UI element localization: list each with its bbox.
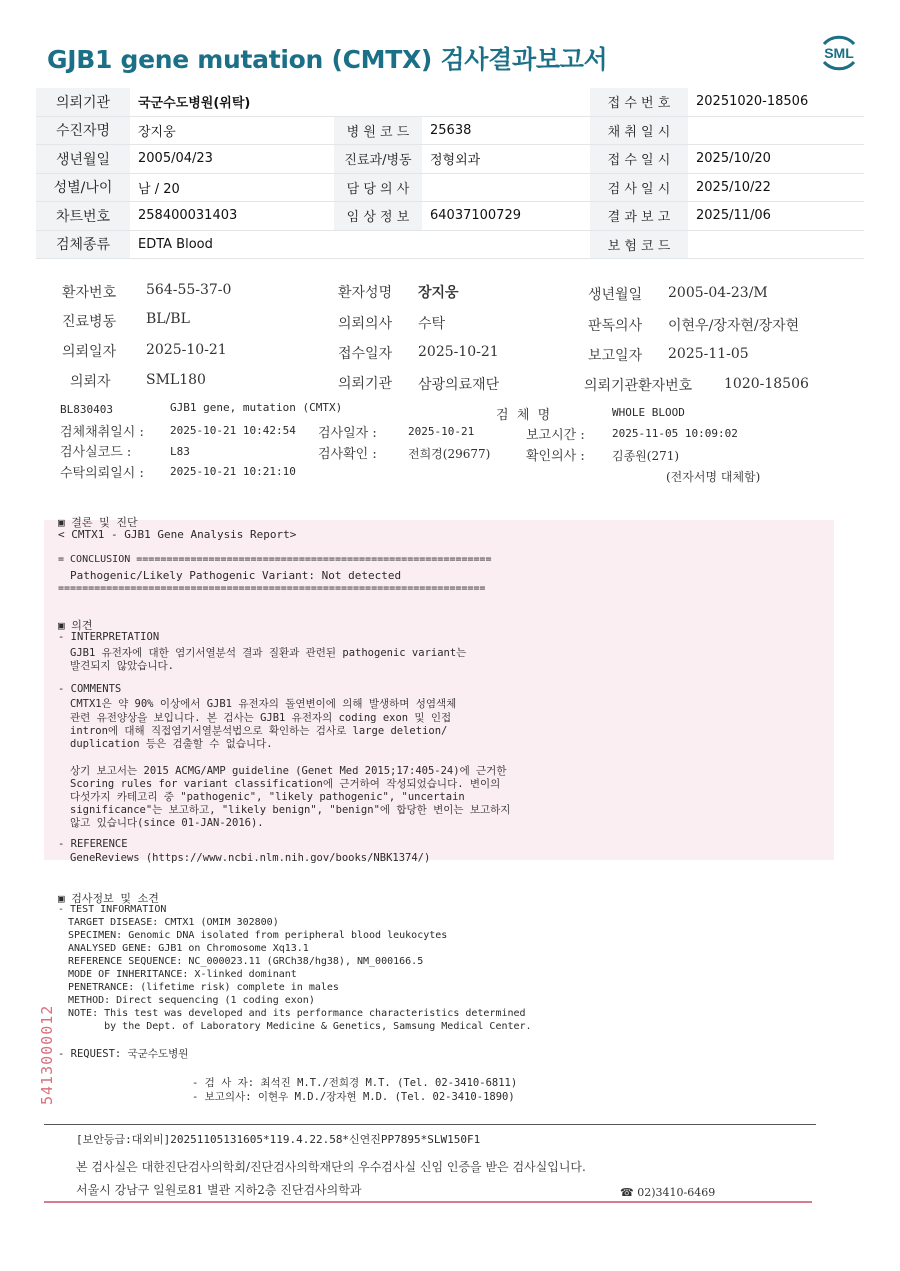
label: 수탁의뢰일시 : (60, 466, 144, 481)
value: 64037100729 (422, 202, 590, 231)
phone: ☎ 02)3410-6469 (620, 1186, 716, 1199)
value: 장지웅 (130, 116, 334, 145)
label: 차트번호 (36, 202, 130, 231)
divider (44, 1124, 816, 1125)
label: 보 험 코 드 (590, 230, 688, 259)
conclusion-rule: ======================================================================= (58, 583, 486, 594)
text-line: by the Dept. of Laboratory Medicine & Genetics, Samsung Medical Center. (68, 1021, 532, 1032)
divider (44, 1201, 812, 1203)
request-info-table (36, 88, 864, 259)
text-line: 관련 유전양상을 보입니다. 본 검사는 GJB1 유전자의 coding exon 및 인접 (70, 712, 452, 724)
value: SML180 (146, 372, 206, 388)
label: 진료병동 (62, 314, 117, 330)
request-line: - REQUEST: 국군수도병원 (58, 1048, 189, 1060)
text-line: 상기 보고서는 2015 ACMG/AMP guideline (Genet Med 2015;17:405-24)에 근거한 (70, 765, 507, 777)
report-title: GJB1 gene mutation (CMTX) 검사결과보고서 (47, 45, 608, 74)
label: 채 취 일 시 (590, 116, 688, 145)
value (688, 230, 864, 259)
value: 삼광의료재단 (418, 377, 500, 393)
label: 생년월일 (36, 145, 130, 174)
label: 의뢰기관 (338, 376, 393, 392)
label: 의뢰의사 (338, 316, 393, 332)
value: 2025-10-21 (146, 342, 227, 358)
label: 병 원 코 드 (334, 116, 422, 145)
table-row (36, 202, 864, 231)
text-line: significance"는 보고하고, "likely benign", "benign"에 합당한 변이는 보고하지 (70, 804, 511, 816)
table-row (36, 230, 864, 259)
value: 2025-10-21 (418, 344, 499, 360)
test-code: BL830403 (60, 403, 113, 416)
value (688, 116, 864, 145)
label: 수진자명 (36, 116, 130, 145)
comments-header: - COMMENTS (58, 683, 122, 695)
security-line: [보안등급:대외비]20251105131605*119.4.22.58*신연진PP7895*SLW150F1 (76, 1133, 481, 1146)
label: 접수일자 (338, 346, 393, 362)
text-line: Scoring rules for variant classification에 근거하여 작성되었습니다. 변이의 (70, 778, 501, 790)
address: 서울시 강남구 일원로81 별관 지하2층 진단검사의학과 (76, 1183, 362, 1197)
text-line: SPECIMEN: Genomic DNA isolated from peripheral blood leukocytes (68, 930, 448, 941)
label: 검 체 명 (496, 408, 551, 423)
reference-link: GeneReviews (https://www.ncbi.nlm.nih.gov/books/NBK1374/) (70, 852, 431, 864)
value: 정형외과 (422, 145, 590, 174)
label: 의뢰자 (70, 374, 111, 390)
value: 2025/10/22 (688, 173, 864, 202)
text-line: 다섯가지 카테고리 중 "pathogenic", "likely pathogenic", "uncertain (70, 791, 465, 803)
value: 25638 (422, 116, 590, 145)
text-line: MODE OF INHERITANCE: X-linked dominant (68, 969, 297, 980)
value: 수탁 (418, 316, 446, 332)
text-line: 않고 있습니다(since 01-JAN-2016). (70, 817, 264, 829)
value: 이현우/장자현/장자현 (668, 318, 800, 334)
value: 2025-10-21 10:42:54 (170, 424, 296, 437)
label: 결 과 보 고 (590, 202, 688, 231)
label: 성별/나이 (36, 173, 130, 202)
value: 국군수도병원(위탁) (130, 88, 590, 116)
tester-signature: - 검 사 자: 최석진 M.T./전희경 M.T. (Tel. 02-3410-6811) (192, 1077, 518, 1089)
value: BL/BL (146, 311, 190, 327)
label: 검사확인 : (318, 447, 377, 462)
label: 검사실코드 : (60, 445, 132, 460)
label: 보고일자 (588, 348, 643, 364)
test-name: GJB1 gene, mutation (CMTX) (170, 401, 343, 414)
text-line: METHOD: Direct sequencing (1 coding exon) (68, 995, 315, 1006)
label: 판독의사 (588, 318, 643, 334)
section-title: ▣ 의견 (58, 619, 93, 632)
text-line: GJB1 유전자에 대한 염기서열분석 결과 질환과 관련된 pathogenic variant는 (70, 647, 467, 659)
table-row (36, 173, 864, 202)
label: 접 수 번 호 (590, 88, 688, 116)
side-serial-number: 5413000012 (38, 1004, 56, 1105)
value: 남 / 20 (130, 173, 334, 202)
report-subtitle: < CMTX1 - GJB1 Gene Analysis Report> (58, 528, 297, 541)
label: 검체채취일시 : (60, 425, 144, 440)
value: EDTA Blood (130, 230, 590, 259)
value: 2005-04-23/M (668, 285, 768, 301)
label: 의뢰기관 (36, 88, 130, 116)
label: 의뢰기관환자번호 (584, 378, 693, 394)
value: 20251020-18506 (688, 88, 864, 116)
table-row (36, 88, 864, 116)
interpretation-header: - INTERPRETATION (58, 631, 160, 643)
text-line: REFERENCE SEQUENCE: NC_000023.11 (GRCh38/hg38), NM_000166.5 (68, 956, 424, 967)
label: 접 수 일 시 (590, 145, 688, 174)
e-signature-note: (전자서명 대체함) (666, 470, 761, 484)
table-row (36, 145, 864, 174)
test-info-header: - TEST INFORMATION (58, 904, 167, 915)
table-row (36, 116, 864, 145)
value: 2025/11/06 (688, 202, 864, 231)
value: 2025-10-21 (408, 425, 475, 438)
label: 검 사 일 시 (590, 173, 688, 202)
logo-text: SML (824, 45, 854, 61)
value: 장지웅 (418, 285, 459, 301)
text-line: ANALYSED GENE: GJB1 on Chromosome Xq13.1 (68, 943, 309, 954)
text-line: TARGET DISEASE: CMTX1 (OMIM 302800) (68, 917, 279, 928)
value: 258400031403 (130, 202, 334, 231)
text-line: intron에 대해 직접염기서열분석법으로 확인하는 검사로 large deletion/ (70, 725, 448, 737)
value: L83 (170, 445, 190, 458)
conclusion-header: = CONCLUSION =========================================================== (58, 554, 492, 565)
value: 김종원(271) (612, 449, 680, 463)
section-title: ▣ 결론 및 진단 (58, 516, 138, 529)
label: 의뢰일자 (62, 344, 117, 360)
label: 검사일자 : (318, 426, 377, 441)
value: 2025-11-05 (668, 346, 749, 362)
doctor-signature: - 보고의사: 이현우 M.D./장자현 M.D. (Tel. 02-3410-1890) (192, 1091, 515, 1103)
sml-logo (816, 30, 862, 76)
text-line: 발견되지 않았습니다. (70, 660, 174, 672)
conclusion: Pathogenic/Likely Pathogenic Variant: Not detected (70, 569, 402, 582)
label: 생년월일 (588, 287, 643, 303)
value: 전희경(29677) (408, 447, 491, 461)
value: WHOLE BLOOD (612, 406, 685, 419)
label: 환자성명 (338, 285, 393, 301)
text-line: CMTX1은 약 90% 이상에서 GJB1 유전자의 돌연변이에 의해 발생하며 성염색체 (70, 698, 457, 710)
value: 1020-18506 (724, 376, 809, 392)
value: 2025-10-21 10:21:10 (170, 465, 296, 478)
label: 보고시간 : (526, 428, 585, 443)
label: 진료과/병동 (334, 145, 422, 174)
value: 2025-11-05 10:09:02 (612, 427, 738, 440)
value: 2025/10/20 (688, 145, 864, 174)
label: 임 상 정 보 (334, 202, 422, 231)
reference-header: - REFERENCE (58, 838, 128, 850)
label: 환자번호 (62, 285, 117, 301)
value: 2005/04/23 (130, 145, 334, 174)
certification-note: 본 검사실은 대한진단검사의학회/진단검사의학재단의 우수검사실 신임 인증을 받은 검사실입니다. (76, 1160, 586, 1174)
label: 담 당 의 사 (334, 173, 422, 202)
label: 검체종류 (36, 230, 130, 259)
text-line: duplication 등은 검출할 수 없습니다. (70, 738, 273, 750)
section-title: ▣ 검사정보 및 소견 (58, 892, 159, 905)
text-line: NOTE: This test was developed and its performance characteristics determined (68, 1008, 526, 1019)
value: 564-55-37-0 (146, 282, 232, 298)
label: 확인의사 : (526, 449, 585, 464)
value (422, 173, 590, 202)
text-line: PENETRANCE: (lifetime risk) complete in males (68, 982, 339, 993)
